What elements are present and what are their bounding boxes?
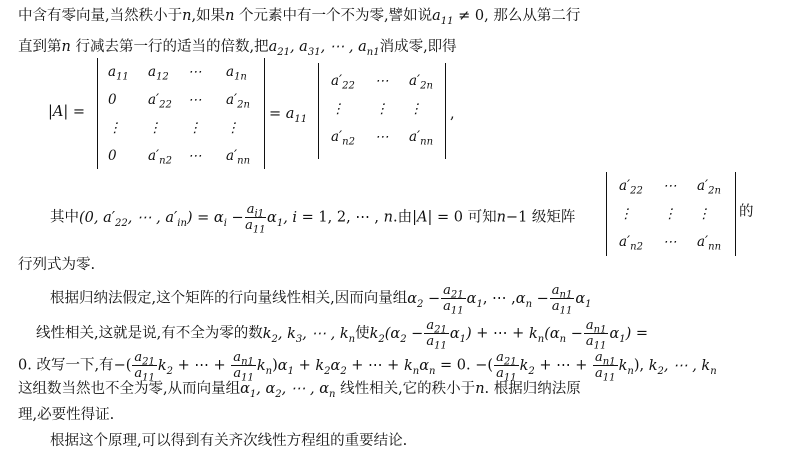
text-segment: 行减去第一行的适当的倍数,把 [75, 39, 269, 55]
text-segment: 线性相关,这就是说,有不全为零的数 [36, 325, 263, 342]
comma: , [450, 106, 455, 122]
text-segment: 这组数当然也不全为零,从而向量组 [18, 381, 241, 397]
text-segment: 个元素中有一个不为零,譬如说 [239, 8, 433, 24]
text-line-4: 其中(0, $a'_{22}$, ⋯ , $a'_{in}) = \alpha_i$ − $\frac{a_{i1}}{a_{11}}$ $\alpha_1$, i = 1, 2, ⋯ , n.由|A| = 0 可知n−1 级矩阵 [50, 202, 576, 236]
text-segment: 中含有零向量,当然秩小于 [18, 8, 183, 24]
text-segment: 消成零,即得 [379, 39, 457, 55]
math: n [61, 39, 71, 55]
math: n [225, 8, 235, 24]
determinant-large: $a_{11}$ $a_{12}$ ⋯ $a_{1n}$ 0 $a'_{22}$ ⋯ $a'_{2n}$ ⋮ ⋮ ⋮ ⋮ 0 $a'_{n2}$ ⋯ $a'_{nn}$ [97, 58, 265, 169]
determinant-small: $a'_{22}$ ⋯ $a'_{2n}$ ⋮ ⋮ ⋮ $a'_{n2}$ ⋯ $a'_{nn}$ [318, 63, 446, 159]
text-segment: 其中 [50, 209, 79, 226]
text-segment: 理,必要性得证. [18, 407, 115, 423]
text-segment: 根据归纳法假定,这个矩阵的行向量线性相关,因而向量组 [50, 290, 408, 307]
text-line-10 [18, 405, 114, 425]
text-segment: 级矩阵 [531, 209, 576, 226]
text-segment: 线性相关,它的秩小于 [340, 381, 476, 397]
equals-a11: = $a_{11}$ [269, 106, 308, 125]
det-A-label: |A| = [48, 104, 86, 120]
text-segment: 行列式为零. [18, 257, 96, 273]
text-line-11 [50, 431, 407, 451]
math: n [182, 8, 192, 24]
text-segment: 直到第 [18, 39, 62, 55]
math: $a_{11}$ [432, 8, 454, 27]
math: $a_{21}$, $a_{31}$, ⋯ , $a_{n1}$ [268, 39, 380, 58]
text-de: 的 [739, 204, 754, 220]
text-line-1: 中含有零向量,当然秩小于n,如果n 个元素中有一个不为零,譬如说$a_{11} \ne 0$, 那么从第二行 [18, 8, 581, 27]
text-line-7: 线性相关,这就是说,有不全为零的数$k_2$, $k_3$, ⋯ , $k_n$使$k_2(\alpha_2$ − $\frac{a_{21}}{a_{11}}$ $\alpha_1$) + ⋯ + $k_n(\alpha_n$ − $\frac{a_{n1}}{a_{11}}$ $\alpha_1$) = [36, 318, 649, 352]
text-line-5 [18, 255, 95, 275]
text-segment: 如果 [196, 8, 226, 24]
text-line-2 [18, 37, 457, 57]
text-line-9: 这组数当然也不全为零,从而向量组$\alpha_1$, $\alpha_2$, ⋯ , $\alpha_n$ 线性相关,它的秩小于n. 根据归纳法原 [18, 381, 581, 400]
text-line-6: 根据归纳法假定,这个矩阵的行向量线性相关,因而向量组$\alpha_2$ − $\frac{a_{21}}{a_{11}}$ $\alpha_1$, ⋯ $,\alpha_n$ − $\frac{a_{n1}}{a_{11}}$ $\alpha_1$ [50, 283, 592, 317]
text-segment: 使 [355, 325, 370, 342]
text-segment: 由 [397, 209, 413, 226]
text-segment: 改写一下,有 [36, 357, 114, 374]
text-segment: 根据归纳法原 [493, 381, 581, 397]
text-line-8: 0. 改写一下,有−( $\frac{a_{21}}{a_{11}}$ $k_2$ + ⋯ + $\frac{a_{n1}}{a_{11}}$ $k_n)\alpha_1 + k_2\alpha_2$ + ⋯ + $k_n\alpha_n = 0$. −( $\frac{a_{21}}{a_{11}}$ $k_2$ + ⋯ + $\frac{a_{n1}}{a_{11}}$ $k_n$), $k_2$, ⋯ , $k_n$ [18, 350, 717, 384]
text-segment: 那么从第二行 [493, 8, 581, 24]
text-segment: 根据这个原理,可以得到有关齐次线性方程组的重要结论. [50, 433, 408, 449]
text-segment: 可知 [467, 209, 497, 226]
determinant-minor: $a'_{22}$ ⋯ $a'_{2n}$ ⋮ ⋮ ⋮ $a'_{n2}$ ⋯ $a'_{nn}$ [606, 172, 736, 256]
